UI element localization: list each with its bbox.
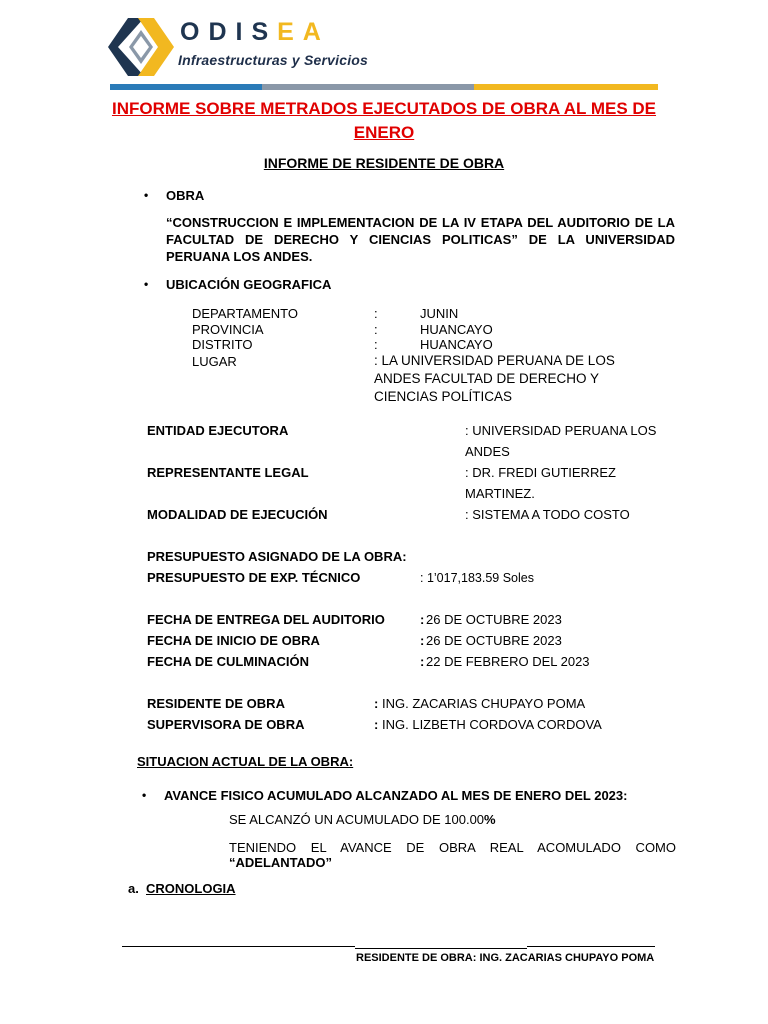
- odisea-logo-icon: [108, 16, 174, 78]
- footer-rule-middle: [355, 948, 527, 949]
- fecha-culminacion-colon: :: [420, 654, 425, 669]
- avance-label: • AVANCE FISICO ACUMULADO ALCANZADO AL MES DE ENERO DEL 2023:: [164, 788, 627, 803]
- cronologia-label: CRONOLOGIA: [146, 881, 236, 896]
- modalidad-value: : SISTEMA A TODO COSTO: [465, 507, 630, 522]
- fecha-culminacion-value: 22 DE FEBRERO DEL 2023: [426, 654, 590, 669]
- fecha-entrega-label: FECHA DE ENTREGA DEL AUDITORIO: [147, 612, 385, 627]
- fecha-inicio-label: FECHA DE INICIO DE OBRA: [147, 633, 320, 648]
- presupuesto-exp-value: : 1’017,183.59 Soles: [420, 571, 534, 585]
- residente-label: RESIDENTE DE OBRA: [147, 696, 285, 711]
- brand-tagline: Infraestructuras y Servicios: [178, 52, 369, 68]
- modalidad-label: MODALIDAD DE EJECUCIÓN: [147, 507, 328, 522]
- presupuesto-exp-label: PRESUPUESTO DE EXP. TÉCNICO: [147, 570, 361, 585]
- obra-label: • OBRA: [166, 188, 204, 203]
- provincia-colon: :: [374, 322, 378, 337]
- acumulado-percent: %: [484, 812, 496, 827]
- departamento-colon: :: [374, 306, 378, 321]
- footer-text: RESIDENTE DE OBRA: ING. ZACARIAS CHUPAYO POMA: [356, 952, 655, 964]
- situacion-heading: SITUACION ACTUAL DE LA OBRA:: [137, 754, 354, 769]
- footer-rule-left: [122, 946, 355, 947]
- fecha-inicio-colon: :: [420, 633, 425, 648]
- entidad-label: ENTIDAD EJECUTORA: [147, 423, 289, 438]
- provincia-label: PROVINCIA: [192, 322, 264, 337]
- acumulado-value: SE ALCANZÓ UN ACUMULADO DE 100.00: [229, 812, 485, 827]
- supervisora-value: ING. LIZBETH CORDOVA CORDOVA: [382, 717, 602, 732]
- teniendo-text: TENIENDO EL AVANCE DE OBRA REAL ACOMULADO COMO: [229, 840, 676, 855]
- acumulado-text: [229, 812, 496, 827]
- adelantado-text: “ADELANTADO”: [229, 855, 333, 870]
- entidad-value: : UNIVERSIDAD PERUANA LOS ANDES: [465, 423, 657, 459]
- lugar-value: : LA UNIVERSIDAD PERUANA DE LOS ANDES FACULTAD DE DERECHO Y CIENCIAS POLÍTICAS: [374, 353, 615, 404]
- presupuesto-heading: PRESUPUESTO ASIGNADO DE LA OBRA:: [147, 549, 407, 564]
- lugar-label: LUGAR: [192, 354, 237, 369]
- footer-rule-right: [527, 946, 655, 947]
- fecha-entrega-colon: :: [420, 612, 425, 627]
- brand-name: ODISEA: [180, 18, 330, 46]
- provincia-value: HUANCAYO: [420, 322, 493, 337]
- distrito-value: HUANCAYO: [420, 337, 493, 352]
- distrito-colon: :: [374, 337, 378, 352]
- document-subtitle: INFORME DE RESIDENTE DE OBRA: [263, 155, 505, 171]
- header-color-bar: [110, 84, 658, 90]
- residente-colon: :: [374, 696, 379, 711]
- cronologia-marker: a.: [128, 881, 139, 896]
- fecha-entrega-value: 26 DE OCTUBRE 2023: [426, 612, 562, 627]
- supervisora-colon: :: [374, 717, 379, 732]
- document-title: INFORME SOBRE METRADOS EJECUTADOS DE OBRA AL MES DE ENERO: [111, 99, 657, 142]
- obra-description: “CONSTRUCCION E IMPLEMENTACION DE LA IV ETAPA DEL AUDITORIO DE LA FACULTAD DE DERECHO Y CIENCIAS POLITICAS” DE LA UNIVERSIDAD PERUANA LOS ANDES.: [166, 215, 675, 264]
- departamento-value: JUNIN: [420, 306, 459, 321]
- representante-value: : DR. FREDI GUTIERREZ MARTINEZ.: [465, 465, 616, 501]
- departamento-label: DEPARTAMENTO: [192, 306, 298, 321]
- fecha-inicio-value: 26 DE OCTUBRE 2023: [426, 633, 562, 648]
- supervisora-label: SUPERVISORA DE OBRA: [147, 717, 305, 732]
- representante-label: REPRESENTANTE LEGAL: [147, 465, 309, 480]
- distrito-label: DISTRITO: [192, 337, 253, 352]
- fecha-culminacion-label: FECHA DE CULMINACIÓN: [147, 654, 310, 669]
- residente-value: ING. ZACARIAS CHUPAYO POMA: [382, 696, 586, 711]
- ubicacion-label: • UBICACIÓN GEOGRAFICA: [166, 277, 331, 292]
